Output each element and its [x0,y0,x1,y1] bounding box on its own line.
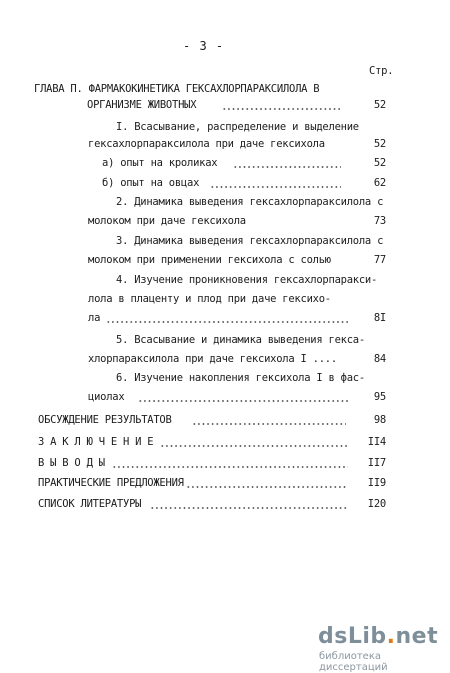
toc-page-number: 73 [373,215,386,227]
leader-dots [192,423,346,425]
toc-page-number: 98 [373,414,386,426]
toc-page-number: 52 [373,138,386,150]
toc-entry-text: 2. Динамика выведения гексахлорпараксилола с [116,196,384,208]
toc-entry-text: б) опыт на овцах [102,177,200,189]
toc-entry-text: СПИСОК ЛИТЕРАТУРЫ [38,498,142,510]
toc-page-number: 62 [373,177,386,189]
toc-entry-text: молоком при применении гексихола с солью [88,254,331,266]
toc-entry-text: В Ы В О Д Ы [38,457,105,469]
leader-dots [106,321,348,323]
toc-entry-text: ла [88,312,101,324]
toc-entry-text: З А К Л Ю Ч Е Н И Е [38,436,154,448]
toc-entry-text: ОРГАНИЗМЕ ЖИВОТНЫХ [87,99,197,111]
leader-dots [233,166,341,168]
leader-dots [138,400,348,402]
dslib-logo [318,624,438,649]
toc-page-number: II7 [367,457,386,469]
toc-page-number: 95 [373,391,386,403]
toc-entry-text: ПРАКТИЧЕСКИЕ ПРЕДЛОЖЕНИЯ [38,477,184,489]
leader-dots [186,486,348,488]
toc-page-number: 52 [373,157,386,169]
toc-page-number: II4 [367,436,386,448]
page-number: - 3 - [183,39,225,53]
dslib-watermark[interactable] [318,624,446,673]
page-column-header: Стр. [369,65,394,77]
toc-entry-text: гексахлорпараксилола при даче гексихола [88,138,325,150]
toc-entry-text: лола в плаценту и плод при даче гексихо- [88,293,331,305]
toc-entry-text: хлорпараксилола при даче гексихола I .... [88,353,337,365]
toc-entry-text: а) опыт на кроликах [102,157,218,169]
toc-entry-text: циолах [88,391,125,403]
toc-entry-text: 6. Изучение накопления гексихола I в фас- [116,372,365,384]
toc-entry-text: ОБСУЖДЕНИЕ РЕЗУЛЬТАТОВ [38,414,172,426]
toc-entry-text: молоком при даче гексихола [88,215,246,227]
leader-dots [112,466,348,468]
toc-entry-text: 5. Всасывание и динамика выведения гекса- [116,334,365,346]
toc-page-number: 52 [373,99,386,111]
toc-page-number: 77 [373,254,386,266]
toc-chapter-title: ГЛАВА П. ФАРМАКОКИНЕТИКА ГЕКСАХЛОРПАРАКСИЛОЛА В [34,83,320,95]
logo-tld: net [395,624,439,649]
toc-entry-text: 4. Изучение проникновения гексахлорпаракси- [116,274,378,286]
toc-entry-text: 3. Динамика выведения гексахлорпараксилола с [116,235,384,247]
watermark-tagline: библиотека диссертаций [319,651,388,673]
toc-page-number: I20 [367,498,386,510]
leader-dots [210,186,341,188]
leader-dots [222,108,340,110]
logo-dot: . [386,624,396,649]
leader-dots [150,507,348,509]
toc-page-number: 8I [373,312,386,324]
toc-page-number: 84 [373,353,386,365]
logo-brand: dsLib [318,624,387,649]
leader-dots [160,445,348,447]
toc-entry-text: I. Всасывание, распределение и выделение [116,121,359,133]
toc-page-number: II9 [367,477,386,489]
